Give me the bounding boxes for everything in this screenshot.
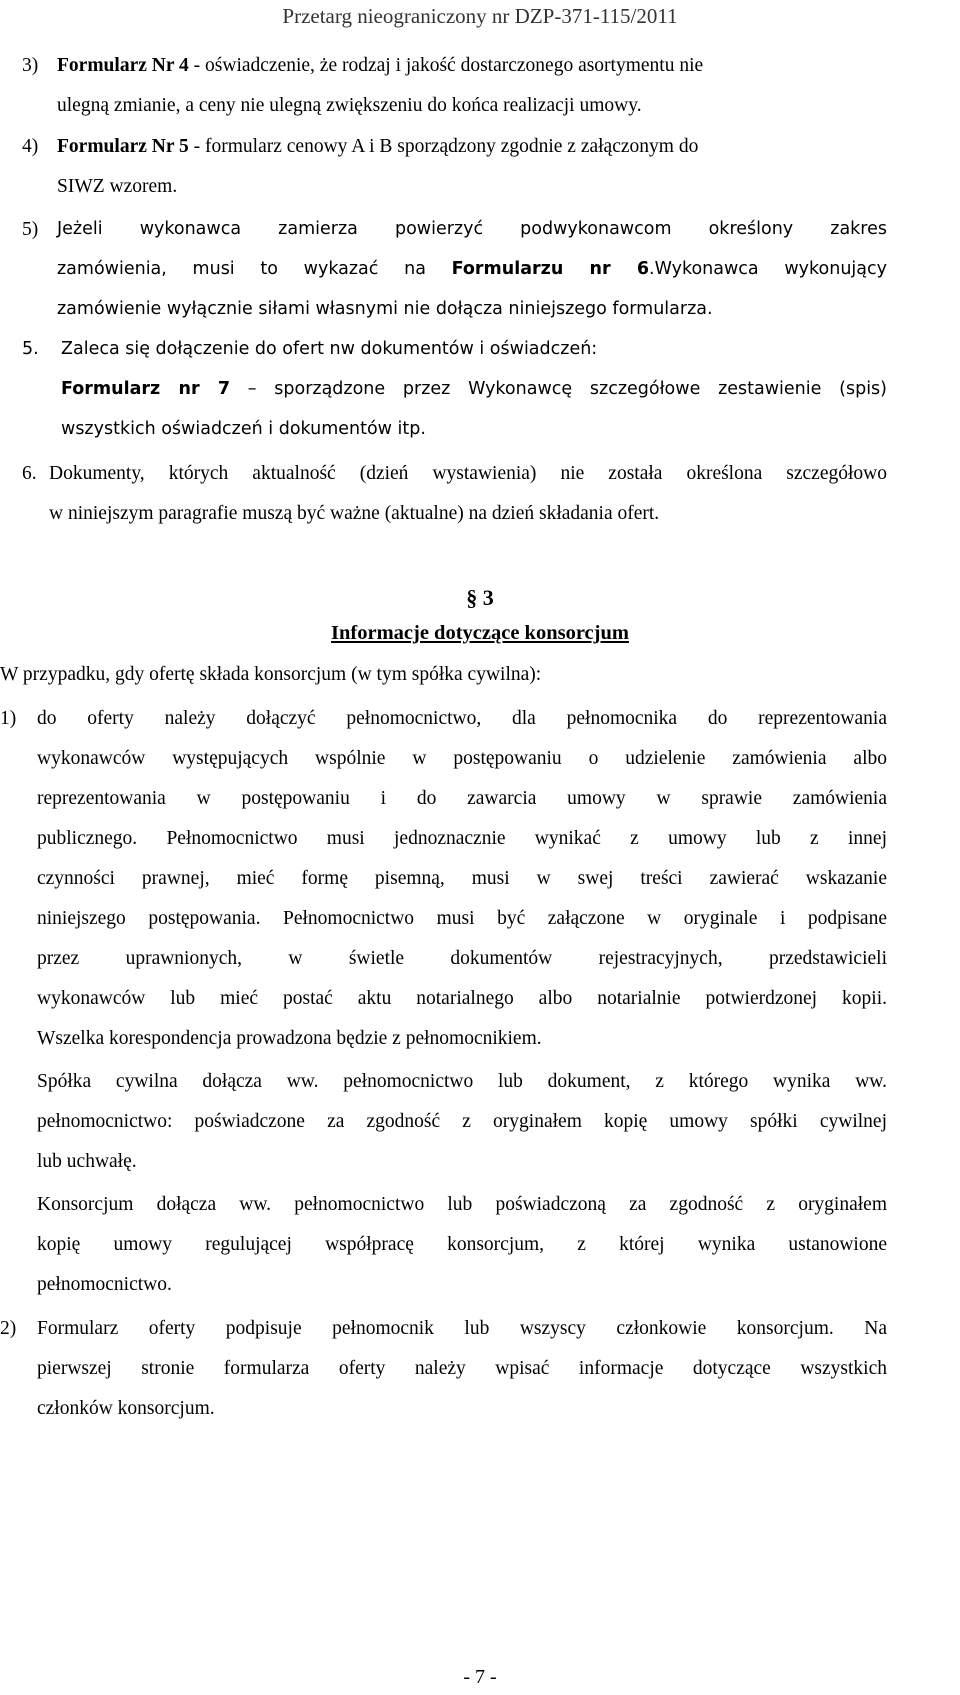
page-number: - 7 -	[463, 1666, 497, 1688]
form-ref: Formularz Nr 4	[57, 55, 189, 76]
consortium-item-1-line: niniejszego postępowania. Pełnomocnictwo musi być załączone w oryginale i podpisane	[37, 908, 887, 929]
list-item-3	[57, 55, 887, 77]
consortium-item-1-line: wykonawców lub mieć postać aktu notarialnego albo notarialnie potwierdzonej kopii.	[37, 988, 887, 1009]
page-header: Przetarg nieograniczony nr DZP-371-115/2011	[282, 4, 678, 28]
form-ref: Formularz Nr 5	[57, 136, 189, 157]
consortium-item-2-line: Formularz oferty podpisuje pełnomocnik lub wszyscy członkowie konsorcjum. Na	[37, 1318, 887, 1339]
text: .Wykonawca wykonujący	[649, 259, 887, 279]
section-title-wrap	[0, 622, 960, 645]
list-item-5-line2	[57, 259, 887, 279]
text: – sporządzone przez Wykonawcę szczegółowe zestawienie (spis)	[230, 379, 887, 399]
point-5-form	[61, 379, 887, 399]
consortium-item-1-line: czynności prawnej, mieć formę pisemną, musi w swej treści zawierać wskazanie	[37, 868, 887, 889]
section-title: Informacje dotyczące konsorcjum	[331, 622, 629, 644]
form-ref: Formularz nr 7	[61, 379, 231, 399]
consortium-item-1-line: reprezentowania w postępowaniu i do zawarcia umowy w sprawie zamówienia	[37, 788, 887, 809]
point-number: 6.	[22, 463, 37, 484]
list-item-3-cont: ulegną zmianie, a ceny nie ulegną zwiększeniu do końca realizacji umowy.	[57, 95, 642, 116]
point-6-line2: w niniejszym paragrafie muszą być ważne (aktualne) na dzień składania ofert.	[49, 503, 660, 524]
consortium-item-1-line: kopię umowy regulującej współpracę konsorcjum, z której wynika ustanowione	[37, 1234, 887, 1255]
list-item-4-cont: SIWZ wzorem.	[57, 176, 178, 197]
consortium-item-1-line: do oferty należy dołączyć pełnomocnictwo, dla pełnomocnika do reprezentowania	[37, 708, 887, 729]
consortium-item-2-line: członków konsorcjum.	[37, 1398, 215, 1419]
consortium-item-1-line: lub uchwałę.	[37, 1151, 137, 1172]
consortium-item-1-line: Wszelka korespondencja prowadzona będzie z pełnomocnikiem.	[37, 1028, 542, 1049]
text: zamówienia, musi to wykazać na	[57, 259, 452, 279]
consortium-item-1-line: przez uprawnionych, w świetle dokumentów rejestracyjnych, przedstawicieli	[37, 948, 887, 969]
point-5-cont: wszystkich oświadczeń i dokumentów itp.	[61, 419, 426, 439]
list-number: 4)	[22, 136, 39, 157]
list-number: 1)	[0, 708, 17, 729]
list-item-5-line3: zamówienie wyłącznie siłami własnymi nie dołącza niniejszego formularza.	[57, 299, 713, 319]
text: - oświadczenie, że rodzaj i jakość dostarczonego asortymentu nie	[188, 55, 704, 76]
point-number: 5.	[22, 339, 39, 359]
consortium-item-2-line: pierwszej stronie formularza oferty należy wpisać informacje dotyczące wszystkich	[37, 1358, 887, 1379]
consortium-item-1-line: publicznego. Pełnomocnictwo musi jednoznacznie wynikać z umowy lub z innej	[37, 828, 887, 849]
list-number: 3)	[22, 55, 39, 76]
section-number: § 3	[466, 585, 494, 610]
section-intro: W przypadku, gdy ofertę składa konsorcjum (w tym spółka cywilna):	[0, 664, 542, 685]
point-5-intro: Zaleca się dołączenie do ofert nw dokumentów i oświadczeń:	[61, 339, 598, 359]
list-item-4	[57, 136, 698, 158]
consortium-item-1-line: Konsorcjum dołącza ww. pełnomocnictwo lub poświadczoną za zgodność z oryginałem	[37, 1194, 887, 1215]
text: - formularz cenowy A i B sporządzony zgodnie z załączonym do	[188, 136, 699, 157]
consortium-item-1-line: pełnomocnictwo: poświadczone za zgodność z oryginałem kopię umowy spółki cywilnej	[37, 1111, 887, 1132]
list-number: 5)	[22, 219, 39, 240]
list-number: 2)	[0, 1318, 17, 1339]
consortium-item-1-line: Spółka cywilna dołącza ww. pełnomocnictwo lub dokument, z którego wynika ww.	[37, 1071, 887, 1092]
form-ref: Formularzu nr 6	[451, 259, 650, 279]
list-item-5: Jeżeli wykonawca zamierza powierzyć podwykonawcom określony zakres	[57, 219, 887, 239]
consortium-item-1-line: pełnomocnictwo.	[37, 1274, 172, 1295]
point-6-line1: Dokumenty, których aktualność (dzień wystawienia) nie została określona szczegółowo	[49, 463, 887, 484]
consortium-item-1-line: wykonawców występujących wspólnie w postępowaniu o udzielenie zamówienia albo	[37, 748, 887, 769]
